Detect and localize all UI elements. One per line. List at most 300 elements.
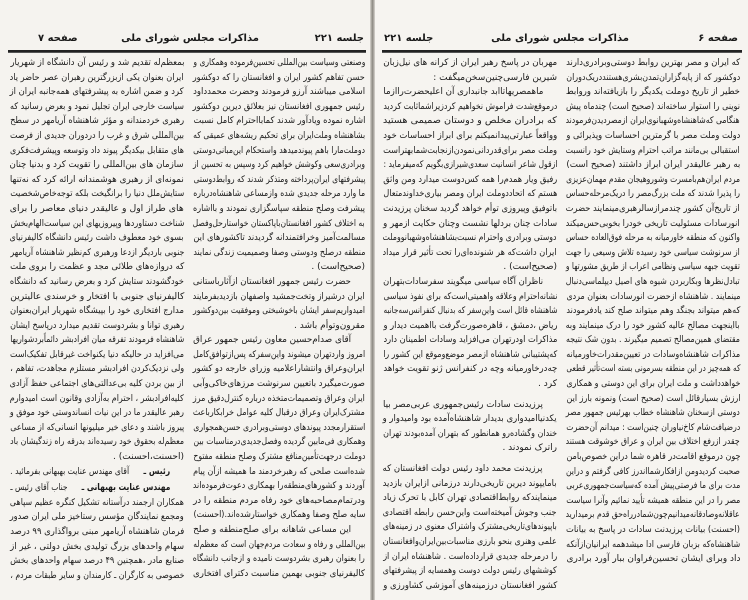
line-text: های طراز اول و عالیقدر دنیای معاصر را برای	[10, 203, 184, 214]
text-line	[566, 538, 740, 553]
text-line	[10, 421, 184, 436]
line-text: بسوی خود معطوف داشت رئیس دانشگاه کالیفرنیای	[10, 233, 184, 244]
column-right	[566, 56, 740, 567]
line-text: ایران وعراق وتصمیمات‌متخذه درباره کنترل‌دقیق مرز	[193, 393, 365, 404]
line-text: که همه‌چیز در این منطقه بسرمونی بسته است‌تأثیر قطعی	[566, 364, 740, 375]
line-text: که‌پشتیبانی شاهنشاه ازمصر موضع‌وموقع این کشور را	[383, 349, 557, 360]
session-number: جلسه ۲۲۱	[314, 33, 364, 44]
line-text: مشترک‌ایران وعراق درقبال کلیه عوامل خرابکارباعث	[193, 408, 365, 419]
text-line	[383, 564, 557, 579]
line-text: سایه صلح وصفا وهمکاری خواستارشده‌اند.(احسنت)	[193, 510, 365, 521]
text-line	[383, 362, 557, 377]
line-text: عاقلانه‌وصادقانه‌میدانیم‌چون‌شمادرراه‌حق قدم برمیدارید	[566, 510, 740, 521]
line-text: منطقه درصلح ودوستی وصفا وصمیمیت زندگی نمایند	[193, 247, 365, 258]
line-text: امروز واردتهران میشوند واین‌سفرکه پس‌ازتوافق‌کامل	[193, 349, 365, 360]
paragraph	[10, 56, 184, 465]
text-line	[193, 421, 365, 436]
line-text: شده‌است صلحی که رهبرخردمند ما همیشه ازآن پیام	[193, 466, 365, 477]
line-text: این مساعی شاهانه برای صلح‌منطقه و صلح	[193, 525, 351, 535]
text-line	[193, 362, 365, 377]
line-text: کشور افغانستان درزمینه‌های آموزشی کشاورزی و	[383, 580, 557, 591]
line-text: صورت‌میگیرد باتعیین سرنوشت مرزهای‌خاکی‌وآبی	[193, 379, 365, 390]
line-text: مینمایندکه روابط‌اقتصادی تهران کابل با تحرک زیاد	[383, 493, 557, 504]
line-text: شاهنشاه فرمودند تفرقه میان افرادبشر دائماًبردشواریها	[10, 335, 184, 346]
text-line	[10, 569, 184, 584]
line-text: ومجمع نمایندگان مؤسس رستاخیز ملی ایران صدور	[10, 512, 184, 523]
text-line	[566, 348, 740, 363]
line-text: رهبر عالیقدر ما در این نیات انساندوستی خود موفق و	[10, 408, 184, 419]
line-text: کالیفرنیای جنوبی با افتخار و خرسندی عالیترین	[10, 291, 184, 302]
header-rule	[8, 50, 366, 53]
text-line	[383, 85, 557, 100]
line-text: دوملت‌مارا باهم پیوندمیدهد واستحکام این‌مبانی‌دوستی	[193, 145, 365, 156]
text-line	[10, 187, 184, 202]
text-line	[10, 158, 184, 173]
text-line	[383, 579, 557, 594]
text-line	[10, 217, 184, 232]
text-line	[566, 144, 740, 159]
line-text: فرمان شاهنشاه آریامهر مبنی برواگذاری ۹۹ درصد	[10, 527, 184, 537]
text-line	[383, 202, 557, 217]
line-text: واکنون که منطقه خاورمیانه به مرحله فوق‌العاده حساس	[566, 233, 740, 244]
paragraph	[383, 56, 557, 85]
text-line	[10, 173, 184, 188]
line-text: صنایع مادر ،همچنین ۴۹ درصد سهام واحدهای بخش	[10, 556, 184, 567]
line-text: چقدر ازرفع اختلاف بین ایران و عراق خوشوقت هستند	[566, 437, 740, 448]
text-line	[383, 231, 557, 246]
line-text: وصنعتی وسیاست بین‌المللی تحسین‌فرموده وهمکاری و	[193, 58, 365, 68]
line-text: وواقعاً عبارتی‌پیدانمیکنم برای ابراز احساسات خود	[383, 130, 557, 141]
line-text: بامایپوند دیرین تاریخی‌دارند درزمانی ازایران بازدید	[383, 478, 557, 489]
text-line	[193, 479, 365, 494]
text-line	[566, 450, 740, 465]
text-line	[193, 114, 365, 129]
text-line	[566, 290, 740, 305]
line-text: سیاست خارجی ایران تجلیل نمود و بعرض رسانید که	[10, 101, 184, 112]
text-line	[193, 187, 365, 202]
line-text: ولی نزدیک‌کردن افرادبشر مستلزم مجاهدت، تفاهم ،	[10, 364, 184, 375]
text-line	[193, 508, 365, 523]
text-line	[10, 481, 184, 496]
column-right	[193, 56, 365, 581]
line-text: می‌افزاید در حالیکه دنیا یکنواخت غیرقابل تفکیک‌است	[10, 349, 184, 360]
line-text: استقرارمجدد پیوندهای دوستی‌وبرادری حسن‌همجواری	[193, 422, 365, 433]
line-text: ایران درشیراز وتخت‌جمشید واصفهان بازدیدبفرمایند	[193, 291, 365, 302]
header-rule	[382, 50, 742, 53]
text-line	[566, 275, 740, 290]
text-line	[383, 275, 557, 290]
line-text: مقرون‌وتوأم باشد .	[294, 320, 365, 331]
text-line	[566, 508, 740, 523]
text-line	[566, 173, 740, 188]
text-line	[193, 523, 365, 538]
text-line	[10, 450, 184, 465]
text-line	[383, 550, 557, 565]
text-line	[566, 435, 740, 450]
text-line	[193, 304, 365, 319]
text-line	[193, 319, 365, 334]
line-text: (احسنت،احسنت) .	[113, 452, 184, 463]
text-line	[383, 158, 557, 173]
text-line	[10, 71, 184, 86]
line-text: پیشرفتهای ایران‌پرداخته ومتذکر شدند که روابط‌دوستی	[193, 174, 365, 185]
text-line	[10, 231, 184, 246]
text-line	[383, 304, 557, 319]
paragraph	[193, 56, 365, 275]
line-text: وهمکاری فی‌مابین گردیده وفصل‌جدیدی‌درمناسبات بین	[193, 437, 365, 448]
line-text: بمعظم‌له تقدیم شد و رئیس آن دانشگاه از شهریار	[10, 58, 184, 68]
line-text: شاهنشاه‌که بزبان فارسی ادا میشد‌همه ایرانیان‌ازآنکه	[566, 539, 740, 550]
text-line	[193, 290, 365, 305]
text-line	[193, 202, 365, 217]
text-line	[566, 465, 740, 480]
line-text: آقای صدام‌حسین معاون رئیس جمهور عراق	[193, 335, 351, 346]
text-line	[10, 377, 184, 392]
line-text: شاهنشاه قائل است واین‌سفر که بدنبال کنفرانس‌سه‌جانبه	[383, 306, 557, 317]
line-text: خطیر از تاریخ دوملت یکدیگر را بازیافته‌اند وروابط	[566, 87, 740, 98]
line-text: سهام واحدهای بزرگ تولیدی بخش دولتی ، غیر از	[10, 541, 184, 552]
line-text: وملت مصر برای‌قدردانی‌نمودن‌ازنجابت‌شمابهتر‌است	[383, 145, 557, 156]
line-text: معظم‌له بحقوق خود رسیده‌اند بدرقه راه زندگیشان باد	[10, 437, 184, 448]
line-text: رهبری خردمندانه و مؤثر شاهنشاه آریامهر در سطح	[10, 116, 184, 127]
line-text: که ایران و مصر بهترین روابط دوستی‌وبرادری‌دارند	[566, 58, 740, 68]
text-line	[10, 496, 184, 511]
line-text: ایران داشت‌که هر شنونده‌ای‌را تحت تأثیر قرار میداد	[383, 247, 557, 258]
text-line	[10, 540, 184, 555]
text-line	[193, 217, 365, 232]
text-line	[193, 56, 365, 71]
text-line	[10, 275, 184, 290]
line-text: آقای مهندس عنایت بهبهانی بفرمائید .	[10, 466, 129, 477]
text-line	[10, 85, 184, 100]
line-text: دوستی وبرادری واحترام نسبت‌بشاهنشاه‌وشهبانو‌وملت	[383, 233, 557, 244]
text-line	[193, 348, 365, 363]
text-line	[193, 144, 365, 159]
text-line	[383, 246, 557, 261]
line-text: دوکشور که از پایه‌گزاران‌تمدن‌بشری‌هستند‌دریک‌دوران	[566, 72, 740, 83]
line-text: خودگشودند ستایش کرد و بعرض رسانید که دانشگاه	[10, 276, 184, 287]
text-line	[566, 158, 740, 173]
text-line	[383, 348, 557, 363]
line-text: پرزیدنت سادات رئیس‌جمهوری عربی‌مصر بیا	[383, 399, 543, 410]
line-text: خواهدداشت و ملت ایران برای این دوستی و همکاری	[566, 379, 740, 390]
text-line	[383, 144, 557, 159]
paragraph	[566, 56, 740, 567]
line-text: اشاره نموده ویادآور شدند کمابااحترام کامل نسبت	[193, 116, 365, 127]
paragraph	[383, 462, 557, 593]
line-text: انورسادات مسئولیت تاریخی خودرا بخوبی‌حس‌میکند	[566, 218, 740, 229]
line-text: آوردند و کشورهای‌منطقه‌را بهمکاری دعوت‌فرموده‌اند	[193, 481, 365, 492]
text-line	[383, 427, 557, 442]
speaker-paragraph	[10, 465, 184, 480]
page-number: صفحه ۷	[38, 33, 78, 44]
line-text: ازقول شاعر انسانیت سعدی‌شیرازی‌بگویم که‌میفرماید :	[383, 160, 557, 171]
text-line	[10, 465, 184, 480]
line-text: نمونه‌ای از رهبری هوشمندانه ارائه کرد که نه‌تنها	[10, 174, 184, 185]
line-text: کلیه‌افرادبشر ، احترام به‌آزادی وقانون است امیدوارم	[10, 393, 184, 404]
text-line	[193, 392, 365, 407]
text-line	[10, 319, 184, 334]
text-line	[193, 100, 365, 115]
line-text: سادات چنان بردلها نشست وچنان حکایت ازمهر و	[383, 218, 557, 229]
speaker-paragraph	[10, 481, 184, 583]
line-text: وبرادری‌سعی وکوشش خواهیم کرد وسپس به تحسین از	[193, 160, 365, 171]
line-text: یکدنیاامیدواری بدیدار شاهنشاه‌آمده بود وامیدوار و	[383, 414, 557, 425]
line-text: خندان وگشاده‌رو همانطور که بتهران آمده‌بودند تهران	[383, 428, 557, 439]
line-text: هنگامی که‌شاهنشاه‌وشهبانوی‌ایران ازمصر‌دیدن‌فرمودند	[566, 116, 740, 127]
line-text: پیروز باشند و دعای خیر میلیونها انسانی‌که از مساعی	[10, 422, 184, 433]
text-line	[10, 144, 184, 159]
line-text: پرزیدنت محمد داود رئیس دولت افغانستان که	[383, 464, 543, 475]
column-left	[10, 56, 184, 583]
text-line	[10, 260, 184, 275]
line-text: مسالمت‌آمیز وخرافتمندانه گردیدند تاکشورهای این	[193, 233, 365, 244]
text-line	[383, 290, 557, 305]
text-line	[383, 71, 557, 86]
text-line	[193, 494, 365, 509]
line-text: درضیافت‌شام کاخ‌نیاوران چنین‌است : میدانم آن‌حضرت	[566, 422, 740, 433]
text-line	[566, 479, 740, 494]
text-line	[10, 129, 184, 144]
text-line	[383, 333, 557, 348]
line-text: جنب وجوش آمیخته‌است واین‌حسن رابطه اقتصادی	[383, 507, 557, 518]
paragraph	[383, 275, 557, 392]
text-line	[383, 462, 557, 477]
text-line	[566, 333, 740, 348]
line-text: از سرنوشت سیاسی خود رسیده تلاش وسیعی را جهت	[566, 247, 740, 258]
text-line	[383, 506, 557, 521]
line-text: کالیفرنیای جنوبی بهمین مناسبت دکترای افتخاری	[193, 568, 365, 579]
text-line	[383, 129, 557, 144]
text-line	[383, 217, 557, 232]
paragraph	[383, 85, 557, 275]
text-line	[10, 56, 184, 71]
line-text: مذاکرات شاهنشاه‌وسادات در تعیین‌مقدرات‌خاورمیانه	[566, 349, 740, 360]
line-text: بشاهنشاه وملت‌ایران برای تحکیم ریشه‌های عمیقی که	[193, 130, 365, 141]
line-text: که دروازه‌های طلائی مجد و عظمت را بروی ملت	[10, 262, 184, 273]
text-line	[10, 202, 184, 217]
text-line	[193, 538, 365, 553]
text-line	[383, 56, 557, 71]
line-text: چه‌درخاورمیانه وچه در کنفرانس ژنو تقویت خواهد	[383, 364, 557, 375]
text-line	[193, 129, 365, 144]
line-text: از تاریخ‌آن کشور چندمرازسالرهبری‌مینمایند حضرت	[566, 203, 740, 214]
line-text: شناخت دستاوردها وپیروزیهای این سیاست‌الهام‌بخش	[10, 218, 184, 229]
text-line	[566, 319, 740, 334]
line-text: سازمان های بین‌المللی را تقویت کرد و بدنیا چنان	[10, 160, 184, 171]
text-line	[566, 552, 740, 567]
line-text: بین‌المللی شرق و غرب را دردوران جدیدی از فرصت	[10, 130, 184, 141]
line-text: را درمرحله جدیدی قرارداده‌است . شاهنشاه ایران از	[383, 551, 557, 562]
text-line	[10, 304, 184, 319]
text-line	[10, 406, 184, 421]
text-line	[383, 477, 557, 492]
line-text: علمی وهنری بنحو بارزی مناسبات‌بین‌ایران‌وافغانستان	[383, 537, 557, 547]
line-text: های متقابل بیکدیگر پیوند داد وتوسعه وپیشرفت‌فکری	[10, 145, 184, 156]
text-line	[10, 114, 184, 129]
text-line	[383, 173, 557, 188]
text-line	[193, 71, 365, 86]
text-line	[566, 494, 740, 509]
text-line	[10, 348, 184, 363]
text-line	[193, 85, 365, 100]
line-text: دوملت درجهت‌تأمین‌منافع مشترک وصلح منطقه مفتوح	[193, 452, 365, 463]
text-line	[383, 100, 557, 115]
text-line	[566, 304, 740, 319]
text-line	[383, 377, 557, 392]
text-line	[193, 450, 365, 465]
text-line	[193, 406, 365, 421]
text-line	[193, 333, 365, 348]
line-text: رهبری توانا و بشردوست تقدیم میدارد درپاسخ ایشان	[10, 320, 184, 331]
line-text: ستایش‌ملل دنیا را برانگیخت بلکه توجه‌خاص‌شخصیت	[10, 189, 184, 200]
text-line	[383, 114, 557, 129]
line-text: همکاران ارجمند درآستانه تشکیل کنگره عظیم سپاهی	[10, 497, 184, 508]
line-text: باپیوندهای‌تاریخی‌مشترک واشتراک معنوی در زمینه‌های	[383, 522, 557, 533]
text-line	[566, 100, 740, 115]
line-text: پیشرفت وصلح منطقه سپاسگزاری نمودند و بااشاره	[193, 203, 365, 214]
line-text: خصوصی به کارگران ـ کارمندان و سایر طبقات مردم ،	[10, 570, 184, 581]
text-line	[193, 260, 365, 275]
line-text: دوستی ازسخنان شاهنشاه خطاب بهرئیس جمهور مصر	[566, 408, 740, 419]
text-line	[566, 114, 740, 129]
text-line	[193, 231, 365, 246]
line-text: ودرتمام‌مصاحبه‌های خود رفاه مردم منطقه را در	[193, 495, 365, 506]
text-line	[383, 520, 557, 535]
text-line	[193, 173, 365, 188]
text-line	[566, 85, 740, 100]
text-line	[10, 333, 184, 348]
paragraph	[193, 275, 365, 333]
text-line	[10, 554, 184, 569]
text-line	[566, 217, 740, 232]
text-line	[383, 260, 557, 275]
line-text: بااینجهت مصالح عالیه کشور خود را درک مینمایند وبه	[566, 320, 740, 331]
paragraph	[383, 398, 557, 456]
line-text: درموقع‌شدت فراموش نخواهیم کردزیرا‌شماثابت کردید	[383, 101, 557, 112]
speaker-name: مهندس عنایت بهبهانی ـ	[81, 483, 170, 494]
text-line	[10, 435, 184, 450]
line-text: شیرین فارسی‌چنین‌سخن‌میگفت :	[433, 72, 557, 83]
paragraph	[193, 333, 365, 523]
text-line	[566, 246, 740, 261]
line-text: از بین بردن کلیه بی‌عدالتی‌های اجتماعی حفظ آزادی	[10, 379, 184, 390]
text-line	[10, 362, 184, 377]
line-text: مصر را در این منطقه همیشه تأیید نمائیم وآنرا سیاست	[566, 495, 740, 506]
page-title: مذاکرات مجلس شورای ملی	[491, 33, 629, 44]
line-text: ایران بعنوان یکی ازبزرگترین رهبران عصر حاضر یاد	[10, 72, 184, 83]
line-text: رئیس جمهوری افغانستان نیز بعلائق دیرین دوکشور	[193, 101, 365, 112]
line-text: که‌هم میتواند بجنگد وهم میتواند صلح کند یادفرمودند	[566, 306, 740, 317]
text-line	[383, 319, 557, 334]
text-line	[566, 202, 740, 217]
line-text: ما وارد مرحله جدیدی شده وازمساعی شاهنشاه‌درباره	[193, 189, 365, 200]
text-line	[566, 421, 740, 436]
text-line	[566, 56, 740, 71]
text-line	[193, 377, 365, 392]
text-line	[10, 510, 184, 525]
line-text: را پذیرا شدند که ملت بزرگ‌مصر را دریک‌مرحله‌حساس	[566, 189, 740, 200]
text-line	[566, 260, 740, 275]
page-6	[374, 0, 748, 600]
line-text: که برادران مخلص و دوستان صمیمی هستید	[383, 116, 557, 127]
book-gutter	[370, 0, 375, 600]
text-line	[193, 465, 365, 480]
text-line	[193, 435, 365, 450]
speaker-name: رئیس ـ	[143, 466, 170, 477]
line-text: به رهبر عالیقدر ایران ابراز داشتند (صحیح است)	[566, 160, 740, 171]
line-text: را بعنوان رهبری بشردوست نامیده و ازجانب دانشگاه	[193, 554, 365, 565]
line-text: کوششهای رئیس دولت دوست وهمسایه از پیشرفتهای	[383, 566, 557, 577]
line-text: چون درموقع اقامت‌در قاهره شما دراین خصوص‌بامن	[566, 452, 740, 463]
column-left	[383, 56, 557, 593]
line-text: (صحیح‌است) .	[311, 262, 365, 273]
text-line	[383, 491, 557, 506]
line-text: ریاض ،دمشق ، قاهره‌صورت‌گرفت بااهمیت دیدار و	[383, 320, 557, 331]
line-text: صحبت کردید‌ومن ازافکارشما‌اندرز کافی گرفتم و دراین	[566, 466, 740, 477]
text-line	[10, 392, 184, 407]
line-text: مدت برای ما فرصتی‌پیش آمده که‌سیاست‌جمهوری‌عربی	[566, 481, 740, 492]
text-line	[193, 552, 365, 567]
page-title: مذاکرات مجلس شورای ملی	[121, 33, 259, 44]
line-text: جناب آقای رئیس ـ	[10, 483, 68, 494]
line-content	[10, 465, 170, 480]
text-line	[566, 392, 740, 407]
line-text: جنوبی باردیگر ازدعا ورهبری کم‌نظیر شاهنشاه آریامهر	[10, 247, 184, 258]
line-text: داد وبرای ایشان تحسین‌فراوان ببار آورد برادری	[566, 554, 740, 565]
text-line	[566, 406, 740, 421]
text-line	[566, 362, 740, 377]
text-line	[566, 231, 740, 246]
text-line	[566, 187, 740, 202]
line-text: کرد و ضمن اشاره به پیشرفتهای همه‌جانبه ایران از	[10, 87, 184, 98]
text-line	[383, 398, 557, 413]
line-text: تقویت جبهه سیاسی ونظامی اعراب از طریق مشورتها و	[566, 262, 740, 273]
text-line	[566, 377, 740, 392]
line-text: کرد .	[538, 379, 557, 390]
text-line	[193, 567, 365, 582]
page-number: صفحه ۶	[698, 33, 738, 44]
line-text: حضرت رئیس جمهور افغانستان ازآثارباستانی	[193, 276, 351, 287]
line-text: مقتضای همین‌مصالح تصمیم میگیرند . بدون شک نتیجه	[566, 335, 740, 346]
line-text: اسلامی میباشند آرزو فرمودند وحضرت محمدداود	[193, 87, 365, 98]
text-line	[193, 246, 365, 261]
text-line	[10, 525, 184, 540]
line-text: دولت وملت مصر با گرمترین احساسات وپذیرائی و	[566, 130, 740, 141]
text-line	[383, 535, 557, 550]
line-text: نشانه‌احترام وعلاقه واهمیتی‌است‌که برای نفوذ سیاسی	[383, 291, 557, 302]
line-text: ناظران آگاه سیاسی میگویند سفرسادات‌بتهران	[383, 276, 543, 287]
text-line	[193, 275, 365, 290]
line-text: مینمایند . شاهنشاه ازحضرت انورسادات بعنوان مردی	[566, 291, 740, 302]
line-text: امیدواریم‌سفر ایشان باخوشبختی وموفقیت بین‌دوکشور	[193, 306, 365, 317]
line-text: مهربان در پاسخ رهبر ایران از کرانه های نیل‌زبان	[383, 58, 557, 68]
line-text: حسن تفاهم کشور ایران و افغانستان را که دوکشور	[193, 72, 365, 83]
line-text: (صحیح‌است) .	[503, 262, 557, 273]
line-content	[10, 481, 170, 496]
line-text: تبادل‌نظرها وبکاربردن شیوه های اصیل دیپلماسی‌دنبال	[566, 276, 740, 287]
text-line	[383, 441, 557, 456]
text-line	[383, 187, 557, 202]
line-text: بین‌المللی و رفاه و سعادت مردم‌جهان است که معظم‌له	[193, 539, 365, 550]
line-text: مردم ایران‌هم‌بامسرت وشوروهیجان مقدم مهمان‌عزیزی	[566, 174, 740, 185]
line-text: (احسنت) بیانات پرزیدنت سادات در پاسخ به بیانات	[566, 525, 740, 535]
line-text: استقبالی بی‌مانند مراتب احترام وستایش خود رانسبت	[566, 145, 740, 156]
text-line	[10, 290, 184, 305]
text-line	[566, 71, 740, 86]
text-line	[383, 412, 557, 427]
text-line	[566, 523, 740, 538]
